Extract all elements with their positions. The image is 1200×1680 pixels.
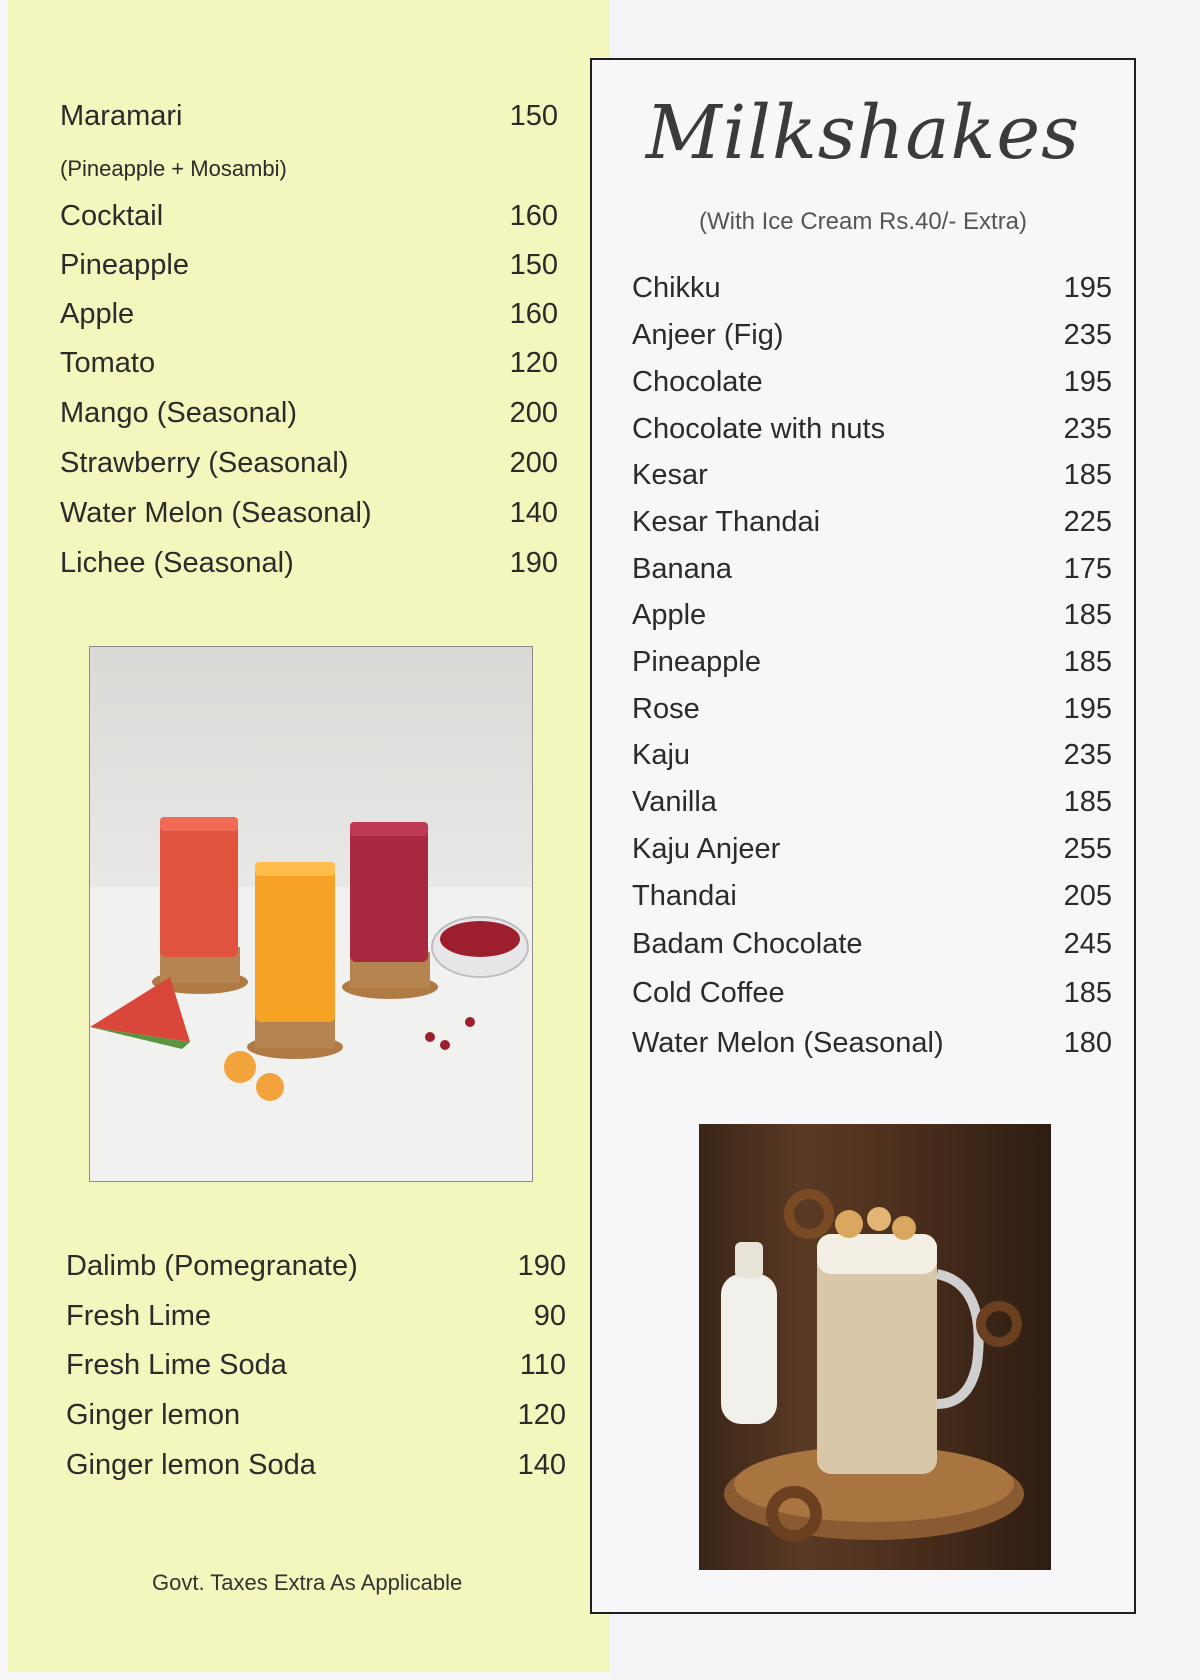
- milkshake-illustration: [699, 1124, 1051, 1570]
- item-name: Strawberry (Seasonal): [60, 447, 349, 479]
- milkshakes-subtitle: (With Ice Cream Rs.40/- Extra): [698, 208, 1028, 235]
- item-price: 235: [1063, 413, 1112, 445]
- item-price: 150: [509, 100, 558, 132]
- item-price: 225: [1063, 506, 1112, 538]
- item-price: 195: [1063, 272, 1112, 304]
- milkshake-list: [632, 270, 1112, 1070]
- item-name: Water Melon (Seasonal): [632, 1027, 944, 1059]
- item-price: 150: [509, 249, 558, 281]
- item-name: Ginger lemon Soda: [66, 1449, 316, 1481]
- item-price: 195: [1063, 693, 1112, 725]
- item-name: Apple: [632, 599, 707, 631]
- item-name: Apple: [60, 298, 135, 330]
- item-name: Banana: [632, 553, 732, 585]
- item-name: Mango (Seasonal): [60, 397, 297, 429]
- item-price: 120: [509, 347, 558, 379]
- juice-glasses-photo: [89, 646, 533, 1182]
- item-name: Maramari: [60, 100, 183, 132]
- milkshakes-title: Milkshakes: [645, 90, 1081, 176]
- item-name: Kesar: [632, 459, 708, 491]
- item-name: Chocolate with nuts: [632, 413, 886, 445]
- item-name: Chocolate: [632, 366, 763, 398]
- item-name: Dalimb (Pomegranate): [66, 1250, 358, 1282]
- item-price: 90: [533, 1300, 566, 1332]
- item-price: 255: [1063, 833, 1112, 865]
- item-name: Rose: [632, 693, 700, 725]
- item-name: Chikku: [632, 272, 721, 304]
- item-price: 185: [1063, 786, 1112, 818]
- item-price: 190: [509, 547, 558, 579]
- item-price: 110: [519, 1349, 566, 1381]
- tax-note: Govt. Taxes Extra As Applicable: [152, 1570, 463, 1595]
- item-name: Tomato: [60, 347, 156, 379]
- item-price: 185: [1063, 977, 1112, 1009]
- item-price: 185: [1063, 646, 1112, 678]
- item-price: 190: [517, 1250, 566, 1282]
- item-name: Fresh Lime: [66, 1300, 212, 1332]
- item-price: 185: [1063, 459, 1112, 491]
- item-name: Thandai: [632, 880, 737, 912]
- item-name: Ginger lemon: [66, 1399, 241, 1431]
- item-price: 140: [517, 1449, 566, 1481]
- item-price: 245: [1063, 928, 1112, 960]
- item-price: 235: [1063, 319, 1112, 351]
- item-name: Anjeer (Fig): [632, 319, 784, 351]
- juice-illustration: [90, 647, 532, 1181]
- item-price: 185: [1063, 599, 1112, 631]
- item-price: 200: [509, 447, 558, 479]
- item-price: 120: [517, 1399, 566, 1431]
- item-name: Cold Coffee: [632, 977, 785, 1009]
- item-price: 205: [1063, 880, 1112, 912]
- item-price: 175: [1063, 553, 1112, 585]
- item-name: Vanilla: [632, 786, 717, 818]
- item-price: 160: [509, 298, 558, 330]
- item-name: Kesar Thandai: [632, 506, 821, 538]
- item-price: 180: [1063, 1027, 1112, 1059]
- milkshake-photo: [699, 1124, 1051, 1570]
- item-price: 200: [509, 397, 558, 429]
- item-price: 140: [509, 497, 558, 529]
- item-name: Lichee (Seasonal): [60, 547, 294, 579]
- item-name: Fresh Lime Soda: [66, 1349, 287, 1381]
- juice-list-bottom: [66, 1248, 566, 1498]
- item-price: 160: [509, 200, 558, 232]
- item-price: 195: [1063, 366, 1112, 398]
- item-name: Water Melon (Seasonal): [60, 497, 372, 529]
- item-name: Pineapple: [632, 646, 761, 678]
- item-name: Badam Chocolate: [632, 928, 863, 960]
- item-price: 235: [1063, 739, 1112, 771]
- item-name: Pineapple: [60, 249, 189, 281]
- item-name: Cocktail: [60, 200, 164, 232]
- item-name: Kaju Anjeer: [632, 833, 781, 865]
- item-name: Kaju: [632, 739, 691, 771]
- maramari-note: (Pineapple + Mosambi): [60, 156, 287, 181]
